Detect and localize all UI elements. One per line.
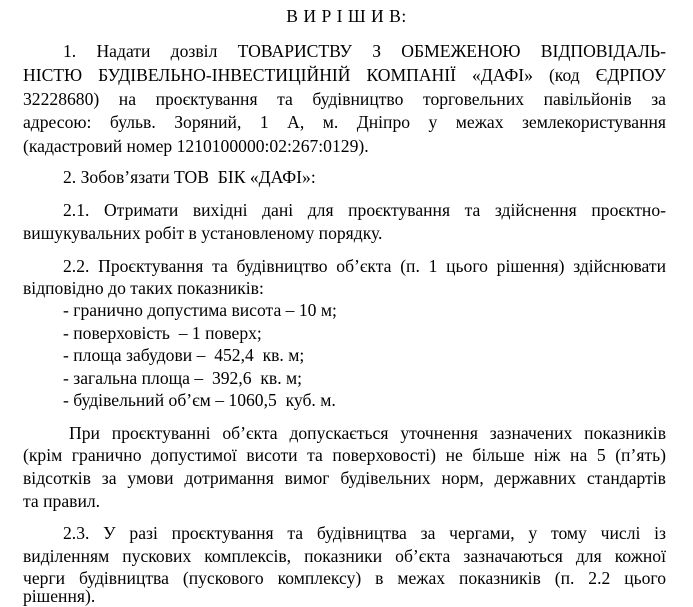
- indicator-item: - поверховість – 1 поверх;: [63, 323, 262, 343]
- paragraph-2-2-line: відповідно до таких показників:: [23, 278, 264, 298]
- tolerance-paragraph-line: При проєктуванні об’єкта допускається уточнення зазначених показників: [69, 423, 666, 443]
- paragraph-2-1-line: вишукувальних робіт в установленому порядку.: [23, 223, 383, 243]
- tolerance-paragraph-line: відсотків за умови дотримання вимог будівельних норм, державних стандартів: [23, 468, 666, 488]
- indicator-item: - гранично допустима висота – 10 м;: [63, 300, 337, 320]
- paragraph-1-line: НІСТЮ БУДІВЕЛЬНО-ІНВЕСТИЦІЙНІЙ КОМПАНІЇ «ДАФІ» (код ЄДРПОУ: [23, 65, 666, 85]
- paragraph-1-line: 1. Надати дозвіл ТОВАРИСТВУ З ОБМЕЖЕНОЮ ВІДПОВІДАЛЬ-: [63, 41, 666, 61]
- paragraph-2-3-line: черги будівництва (пускового комплексу) в межах показників (п. 2.2 цього: [23, 568, 666, 588]
- paragraph-2-3-line: виділенням пускових комплексів, показники об’єкта зазначаються для кожної: [23, 546, 666, 566]
- paragraph-2-3-line: рішення).: [23, 586, 96, 606]
- paragraph-1-line: 32228680) на проєктування та будівництво торговельних павільйонів за: [23, 89, 666, 109]
- paragraph-2-3-line: 2.3. У разі проєктування та будівництва за чергами, у тому числі із: [63, 523, 666, 543]
- indicator-item: - будівельний об’єм – 1060,5 куб. м.: [63, 390, 336, 410]
- decision-heading: В И Р І Ш И В:: [286, 6, 407, 26]
- paragraph-1-line: (кадастровий номер 1210100000:02:267:0129).: [23, 136, 369, 156]
- tolerance-paragraph-line: (крім гранично допустимої висоти та поверховості) не більше ніж на 5 (п’ять): [23, 445, 666, 465]
- paragraph-2-2-line: 2.2. Проєктування та будівництво об’єкта (п. 1 цього рішення) здійснювати: [63, 256, 666, 276]
- tolerance-paragraph-line: та правил.: [23, 491, 101, 511]
- indicator-item: - площа забудови – 452,4 кв. м;: [63, 345, 305, 365]
- paragraph-1-line: адресою: бульв. Зоряний, 1 А, м. Дніпро у межах землекористування: [23, 112, 666, 132]
- paragraph-2: 2. Зобов’язати ТОВ БІК «ДАФІ»:: [63, 167, 316, 187]
- paragraph-2-1-line: 2.1. Отримати вихідні дані для проєктування та здійснення проєктно-: [63, 200, 666, 220]
- indicator-item: - загальна площа – 392,6 кв. м;: [63, 368, 303, 388]
